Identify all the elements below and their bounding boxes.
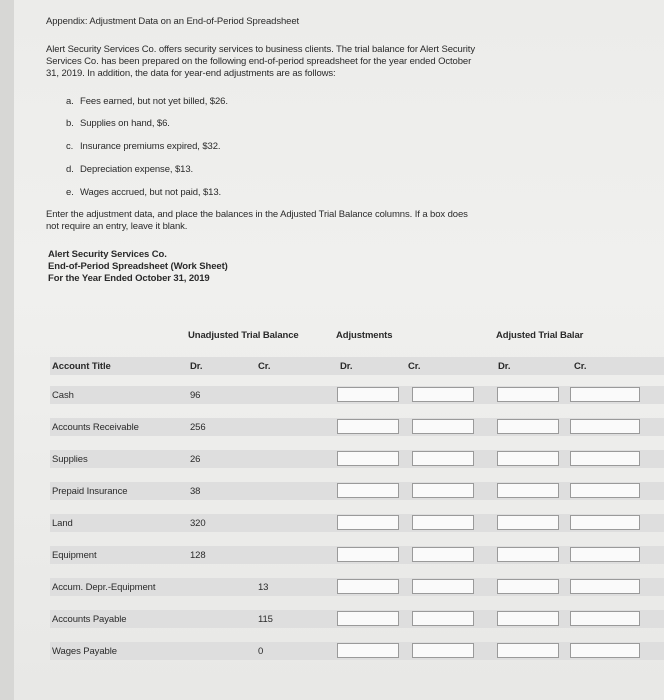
adjusted-cr-input[interactable] [570, 547, 640, 562]
adjustment-letter: b. [66, 118, 74, 129]
adjustment-letter: d. [66, 164, 74, 175]
adjusted-cr-input[interactable] [570, 387, 640, 402]
adjusted-cr-input[interactable] [570, 515, 640, 530]
account-title-header: Account Title [52, 361, 111, 372]
adjusted-dr-input[interactable] [497, 547, 559, 562]
adjusted-trial-balance-header: Adjusted Trial Balar [496, 330, 584, 341]
adjustments-dr-input[interactable] [337, 643, 399, 658]
account-title: Supplies [52, 454, 88, 465]
adjustments-dr-input[interactable] [337, 515, 399, 530]
adjustment-item: Depreciation expense, $13. [80, 164, 194, 175]
adjustments-dr-header: Dr. [340, 361, 353, 372]
adjusted-dr-input[interactable] [497, 515, 559, 530]
adjustment-letter: c. [66, 141, 74, 152]
adjustments-cr-input[interactable] [412, 419, 474, 434]
adjustments-cr-input[interactable] [412, 643, 474, 658]
appendix-title: Appendix: Adjustment Data on an End-of-Period Spreadsheet [46, 16, 300, 27]
unadjusted-cr-value: 0 [258, 646, 264, 657]
adjusted-cr-input[interactable] [570, 419, 640, 434]
unadjusted-dr-value: 38 [190, 486, 201, 497]
instructions-line-1: Enter the adjustment data, and place the balances in the Adjusted Trial Balance columns. If a box does [46, 209, 468, 220]
instructions-line-2: not require an entry, leave it blank. [46, 221, 188, 232]
account-title: Accum. Depr.-Equipment [52, 582, 156, 593]
account-title: Cash [52, 390, 74, 401]
adjustments-dr-input[interactable] [337, 547, 399, 562]
adjustments-cr-input[interactable] [412, 611, 474, 626]
sheet-title: End-of-Period Spreadsheet (Work Sheet) [48, 261, 228, 272]
unadjusted-dr-value: 96 [190, 390, 201, 401]
adjustment-letter: a. [66, 96, 74, 107]
adjusted-dr-input[interactable] [497, 611, 559, 626]
account-title: Land [52, 518, 73, 529]
adjusted-dr-input[interactable] [497, 387, 559, 402]
adjustments-cr-input[interactable] [412, 515, 474, 530]
adjustment-item: Fees earned, but not yet billed, $26. [80, 96, 228, 107]
account-title: Wages Payable [52, 646, 117, 657]
adjusted-cr-input[interactable] [570, 579, 640, 594]
intro-line-1: Alert Security Services Co. offers security services to business clients. The trial balance for Alert Security [46, 44, 475, 55]
adjusted-cr-input[interactable] [570, 611, 640, 626]
adjustments-cr-header: Cr. [408, 361, 421, 372]
adjusted-dr-input[interactable] [497, 643, 559, 658]
unadjusted-dr-header: Dr. [190, 361, 203, 372]
adjustments-cr-input[interactable] [412, 451, 474, 466]
adjusted-cr-input[interactable] [570, 451, 640, 466]
adjustments-dr-input[interactable] [337, 387, 399, 402]
adjusted-dr-header: Dr. [498, 361, 511, 372]
adjustment-item: Insurance premiums expired, $32. [80, 141, 221, 152]
unadjusted-dr-value: 256 [190, 422, 206, 433]
adjustments-dr-input[interactable] [337, 419, 399, 434]
unadjusted-trial-balance-header: Unadjusted Trial Balance [188, 330, 299, 341]
unadjusted-dr-value: 26 [190, 454, 201, 465]
adjustments-cr-input[interactable] [412, 547, 474, 562]
adjustments-dr-input[interactable] [337, 483, 399, 498]
unadjusted-cr-header: Cr. [258, 361, 271, 372]
adjustments-cr-input[interactable] [412, 387, 474, 402]
adjustment-item: Wages accrued, but not paid, $13. [80, 187, 222, 198]
adjusted-dr-input[interactable] [497, 483, 559, 498]
account-title: Equipment [52, 550, 97, 561]
adjusted-dr-input[interactable] [497, 419, 559, 434]
adjustments-dr-input[interactable] [337, 611, 399, 626]
adjustments-cr-input[interactable] [412, 483, 474, 498]
adjustment-item: Supplies on hand, $6. [80, 118, 170, 129]
adjustments-dr-input[interactable] [337, 451, 399, 466]
unadjusted-cr-value: 115 [258, 614, 273, 625]
unadjusted-dr-value: 128 [190, 550, 206, 561]
intro-line-2: Services Co. has been prepared on the following end-of-period spreadsheet for the year ended October [46, 56, 472, 67]
company-name: Alert Security Services Co. [48, 249, 167, 260]
account-title: Accounts Payable [52, 614, 127, 625]
adjustments-dr-input[interactable] [337, 579, 399, 594]
adjustments-header: Adjustments [336, 330, 393, 341]
account-title: Prepaid Insurance [52, 486, 128, 497]
unadjusted-cr-value: 13 [258, 582, 269, 593]
adjusted-cr-input[interactable] [570, 483, 640, 498]
intro-line-3: 31, 2019. In addition, the data for year-end adjustments are as follows: [46, 68, 336, 79]
adjusted-cr-header: Cr. [574, 361, 587, 372]
period-label: For the Year Ended October 31, 2019 [48, 273, 210, 284]
adjustment-letter: e. [66, 187, 74, 198]
adjusted-dr-input[interactable] [497, 579, 559, 594]
worksheet-page [14, 0, 664, 700]
adjusted-cr-input[interactable] [570, 643, 640, 658]
adjustments-cr-input[interactable] [412, 579, 474, 594]
column-header-row [50, 357, 664, 375]
account-title: Accounts Receivable [52, 422, 139, 433]
adjusted-dr-input[interactable] [497, 451, 559, 466]
unadjusted-dr-value: 320 [190, 518, 206, 529]
